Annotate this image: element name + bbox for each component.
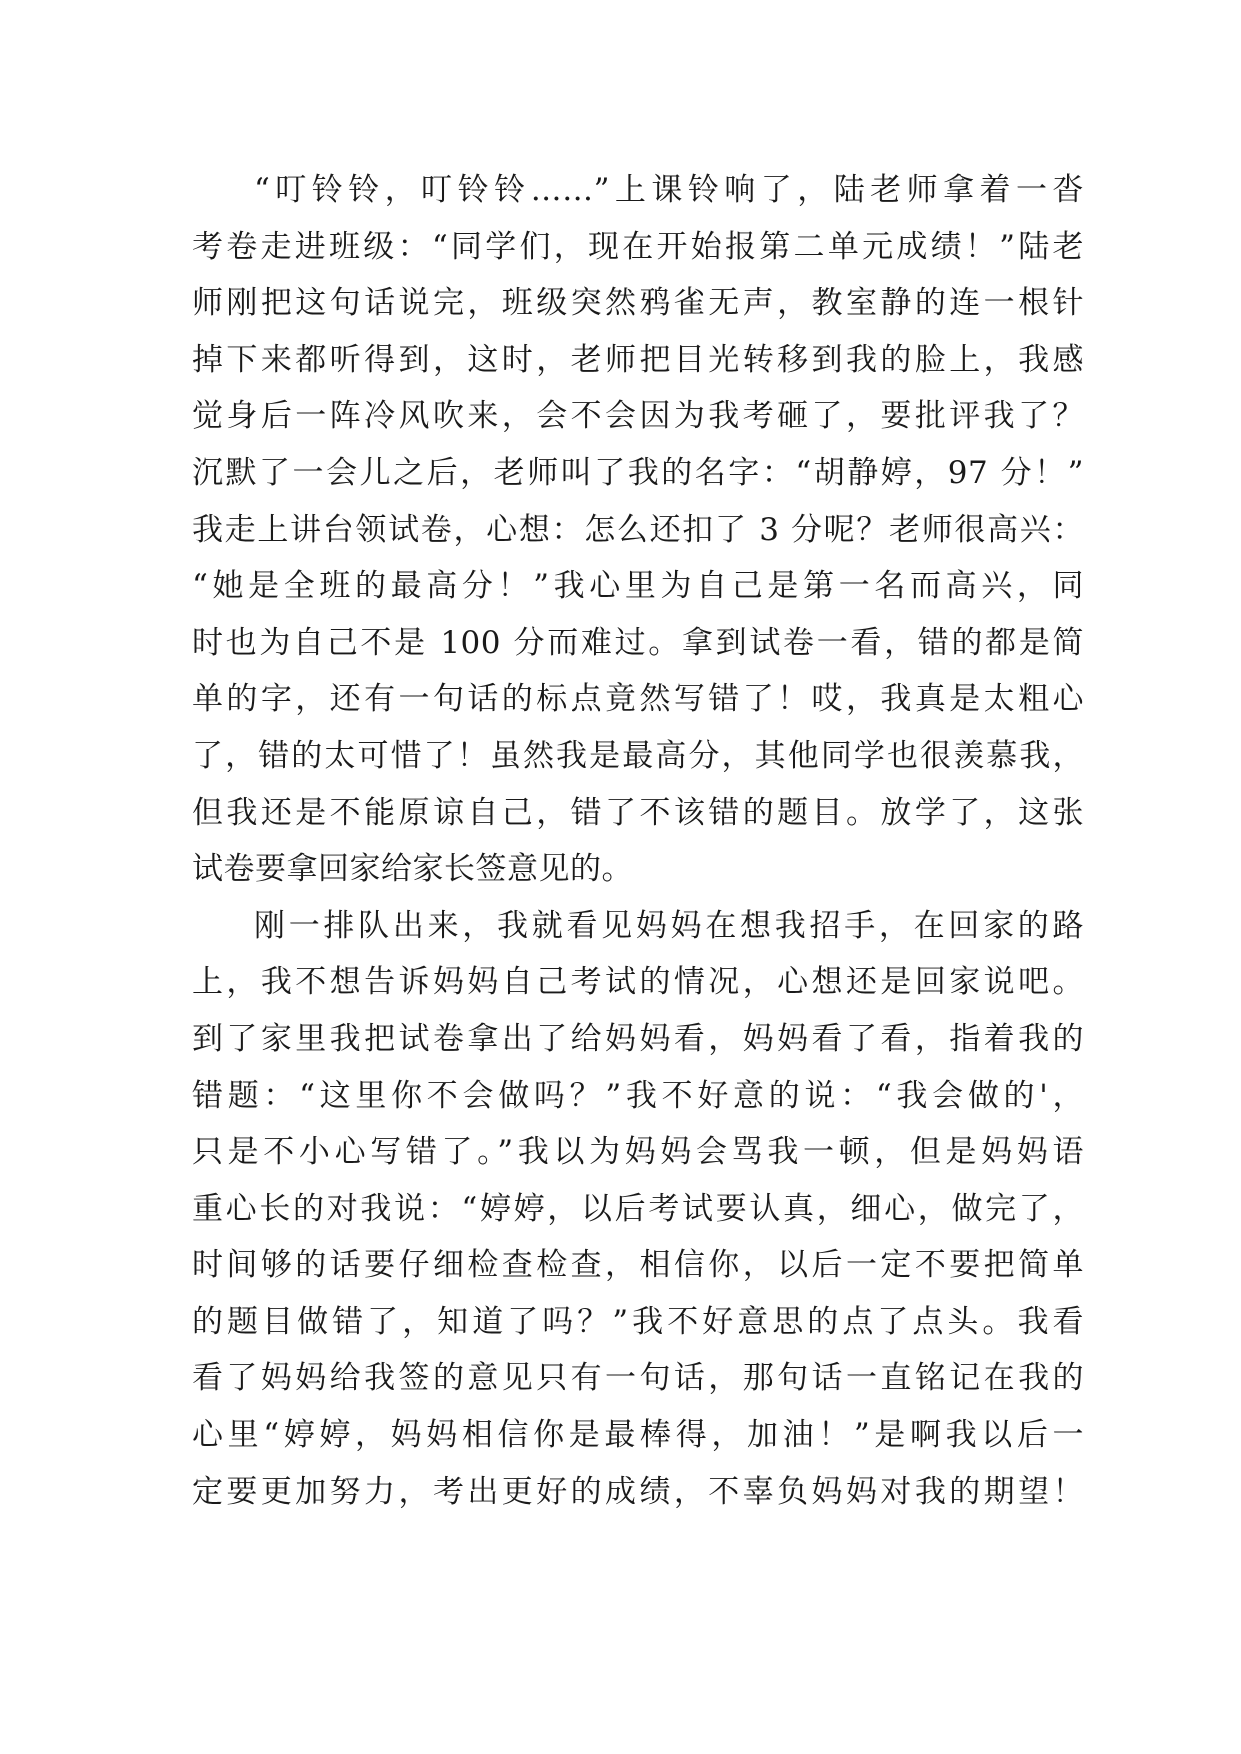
essay-body <box>192 162 1084 1520</box>
paragraph-2-line-5: 只是不小心写错了。”我以为妈妈会骂我一顿，但是妈妈语 <box>192 1134 1084 1171</box>
paragraph-1-line-9: 时也为自己不是 100 分而难过。拿到试卷一看，错的都是简 <box>192 624 1084 661</box>
paragraph-1-line-7: 我走上讲台领试卷，心想：怎么还扣了 3 分呢？老师很高兴： <box>192 511 1084 548</box>
paragraph-2-line-10: 心里“婷婷，妈妈相信你是最棒得，加油！”是啊我以后一 <box>192 1417 1084 1454</box>
paragraph-2-line-4: 错题：“这里你不会做吗？”我不好意的说：“我会做的'， <box>192 1077 1084 1114</box>
paragraph-1-line-12: 但我还是不能原谅自己，错了不该错的题目。放学了，这张 <box>192 794 1084 831</box>
paragraph-1-line-4: 掉下来都听得到，这时，老师把目光转移到我的脸上，我感 <box>192 341 1084 378</box>
paragraph-2-line-6: 重心长的对我说：“婷婷，以后考试要认真，细心，做完了， <box>192 1190 1084 1227</box>
paragraph-2-line-1: 刚一排队出来，我就看见妈妈在想我招手，在回家的路 <box>254 907 1084 944</box>
paragraph-2-line-2: 上，我不想告诉妈妈自己考试的情况，心想还是回家说吧。 <box>192 964 1084 1001</box>
paragraph-1-line-6: 沉默了一会儿之后，老师叫了我的名字：“胡静婷，97 分！” <box>192 454 1084 491</box>
paragraph-1-line-10: 单的字，还有一句话的标点竟然写错了！哎，我真是太粗心 <box>192 681 1084 718</box>
paragraph-1-line-5: 觉身后一阵冷风吹来，会不会因为我考砸了，要批评我了？ <box>192 398 1084 435</box>
paragraph-2-line-11: 定要更加努力，考出更好的成绩，不辜负妈妈对我的期望！ <box>192 1473 1084 1510</box>
paragraph-2-line-3: 到了家里我把试卷拿出了给妈妈看，妈妈看了看，指着我的 <box>192 1020 1084 1057</box>
paragraph-1-line-3: 师刚把这句话说完，班级突然鸦雀无声，教室静的连一根针 <box>192 285 1084 322</box>
paragraph-2-line-9: 看了妈妈给我签的意见只有一句话，那句话一直铭记在我的 <box>192 1360 1084 1397</box>
paragraph-2-line-8: 的题目做错了，知道了吗？”我不好意思的点了点头。我看 <box>192 1303 1084 1340</box>
paragraph-1-line-8: “她是全班的最高分！”我心里为自己是第一名而高兴，同 <box>192 568 1084 605</box>
paragraph-1-line-11: 了，错的太可惜了！虽然我是最高分，其他同学也很羡慕我， <box>192 737 1084 774</box>
paragraph-1-line-1: “叮铃铃，叮铃铃……”上课铃响了，陆老师拿着一沓 <box>254 172 1084 208</box>
paragraph-2-line-7: 时间够的话要仔细检查检查，相信你，以后一定不要把简单 <box>192 1247 1084 1284</box>
paragraph-1-line-2: 考卷走进班级：“同学们，现在开始报第二单元成绩！”陆老 <box>192 228 1084 265</box>
paragraph-1-line-13: 试卷要拿回家给家长签意见的。 <box>192 851 633 888</box>
